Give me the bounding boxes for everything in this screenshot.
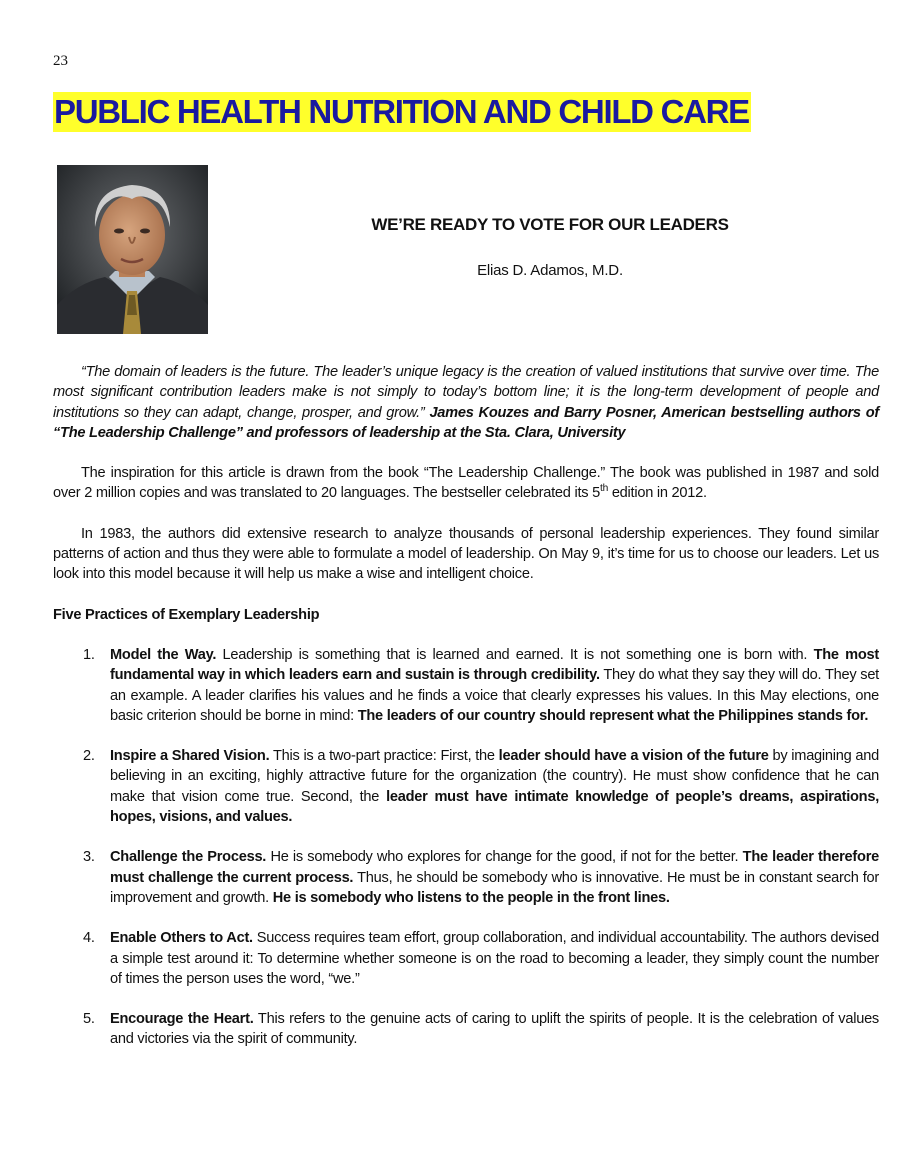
practice-text: Thus, he should be somebody who is innovative. He must be in constant search for improvement and growth. (110, 869, 880, 906)
practice-number: 4. (83, 930, 95, 947)
practice-text: This is a two-part practice: First, the (269, 748, 499, 765)
practice-emphasis: He is somebody who listens to the people in the front lines. (272, 889, 670, 906)
quote-text: “The domain of leaders is the future. The leader’s unique legacy is the creation of valued institutions that survive over time. The most significant contribution leaders make is not simply to today’s bottom line; it is the long-term development of people and institutions so they can adapt, change, prosper, and grow.” (53, 364, 879, 421)
practice-number: 1. (83, 646, 95, 663)
practice-number: 2. (83, 748, 95, 765)
practice-emphasis: Enable Others to Act. (110, 930, 253, 947)
practice-number: 3. (83, 849, 95, 866)
practice-item (53, 847, 879, 908)
practice-text: by imagining and believing in an exciting, highly attractive future for the organization (the country). He must show confidence that he can make that vision come true. Second, the (110, 748, 879, 805)
practice-number: 5. (83, 1011, 95, 1028)
practice-item (53, 746, 879, 827)
practice-emphasis: leader must have intimate knowledge of people’s dreams, aspirations, hopes, visions, and values. (110, 788, 880, 826)
ordinal-suffix: th (599, 483, 609, 495)
section-title: PUBLIC HEALTH NUTRITION AND CHILD CARE (54, 93, 749, 130)
practice-text: He is somebody who explores for change for the good, if not for the better. (266, 849, 743, 866)
author-photo (57, 165, 208, 334)
paragraph-text: The inspiration for this article is drawn from the book “The Leadership Challenge.” The book was published in 1987 and sold over 2 million copies and was translated to 20 languages. The bestseller celebrated its 5 (53, 465, 879, 502)
page-number: 23 (53, 53, 68, 69)
practice-emphasis: Model the Way. (110, 646, 217, 663)
practice-emphasis: Encourage the Heart. (110, 1011, 254, 1028)
practice-emphasis: The leader therefore must challenge the current process. (110, 849, 879, 886)
author-portrait-image (57, 165, 208, 334)
paragraph-research: In 1983, the authors did extensive research to analyze thousands of personal leadership experiences. They found similar patterns of action and thus they were able to formulate a model of leadership. On May 9, it’s time for us to choose our leaders. Let us look into this model because it will help us make a wise and intelligent choice. (53, 525, 879, 583)
list-heading: Five Practices of Exemplary Leadership (53, 606, 320, 623)
article-author: Elias D. Adamos, M.D. (477, 262, 623, 279)
practice-text: Leadership is something that is learned and earned. It is not something one is born with. (216, 646, 814, 663)
practice-emphasis: Inspire a Shared Vision. (110, 748, 270, 765)
practice-emphasis: The most fundamental way in which leaders earn and sustain is through credibility. (110, 646, 880, 684)
practice-text: They do what they say they will do. They set an example. A leader clarifies his values and he finds a voice that clearly expresses his values. In this May elections, one basic criterion should be borne in mind: (110, 667, 879, 724)
practice-item (53, 645, 879, 726)
opening-quote (53, 362, 879, 443)
practices-list (53, 645, 879, 1050)
practice-item (53, 928, 879, 989)
practice-emphasis: The leaders of our country should represent what the Philippines stands for. (357, 707, 869, 724)
practice-item (53, 1009, 879, 1050)
article-title: WE’RE READY TO VOTE FOR OUR LEADERS (371, 215, 729, 234)
practice-emphasis: leader should have a vision of the future (498, 748, 769, 765)
practice-text: Success requires team effort, group collaboration, and individual accountability. The authors devised a simple test around it: To determine whether someone is on the road to becoming a leader, they simply count the number of times the person uses the word, “we.” (110, 930, 879, 987)
paragraph-text-end: edition in 2012. (608, 485, 707, 502)
paragraph-inspiration (53, 463, 879, 504)
practice-emphasis: Challenge the Process. (110, 849, 267, 866)
quote-attribution: James Kouzes and Barry Posner, American bestselling authors of “The Leadership Challenge” and professors of leadership at the Sta. Clara, University (53, 404, 879, 441)
practice-text: This refers to the genuine acts of caring to uplift the spirits of people. It is the celebration of values and victories via the spirit of community. (110, 1011, 879, 1048)
article-body (53, 362, 879, 1070)
